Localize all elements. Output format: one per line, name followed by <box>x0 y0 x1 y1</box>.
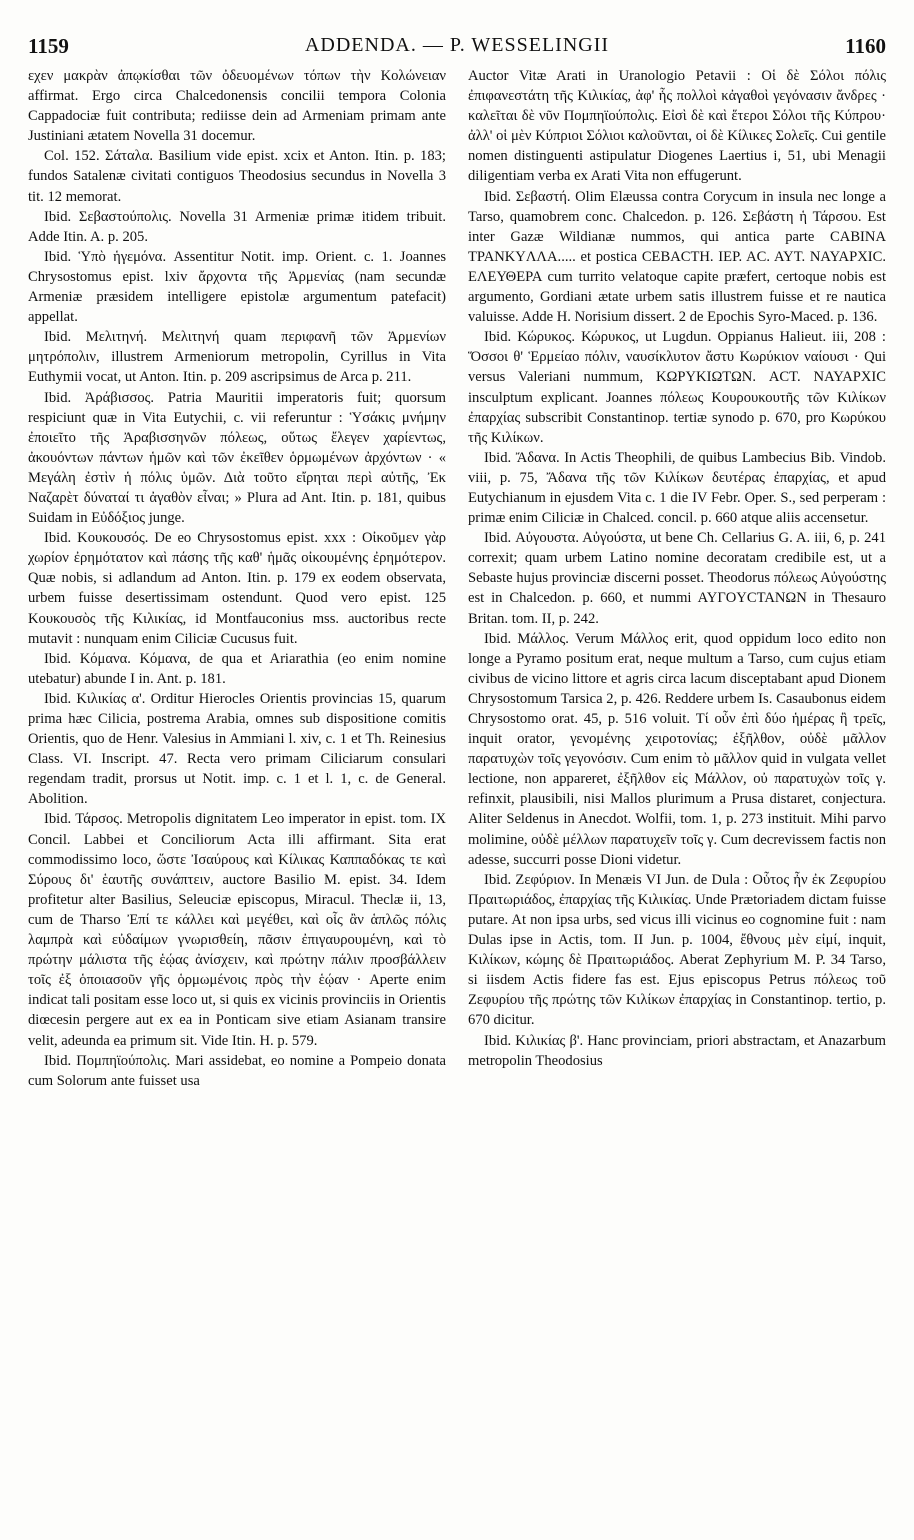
paragraph: Ibid. Μελιτηνή. Μελιτηνή quam περιφανῆ τῶν Ἀρμενίων μητρόπολιν, illustrem Armeniorum metropolin, Cyrillus in Vita Euthymii vocat, ut Anton. Itin. p. 209 ascripsimus de Arca p. 211. <box>28 329 446 386</box>
paragraph: Ibid. Ἄδανα. In Actis Theophili, de quibus Lambecius Bib. Vindob. viii, p. 75, Ἄδανα τῆς τῶν Κιλίκων δευτέρας ἐπαρχίας, et apud Eutychianum in ejusdem Vita c. 1 die IV Febr. Oper. S., sed perperam : primæ enim Ciliciæ in Chalced. concil. p. 660 atque aliis accensetur. <box>468 449 886 527</box>
paragraph: Ibid. Κιλικίας α'. Orditur Hierocles Orientis provincias 15, quarum prima hæc Cilicia, postrema Arabia, omnes sub dispositione comitis Orientis, quo de Henr. Valesius in Ammiani l. xiv, c. 1 et Th. Reinesius Class. VI. Inscript. 47. Recta vero primam Ciliciarum consulari regendam tradit, prorsus ut Notit. imp. c. 1 et l. 1, c. de General. Abolition. <box>28 690 446 808</box>
right-page-number: 1160 <box>845 34 886 58</box>
paragraph: Auctor Vitæ Arati in Uranologio Petavii : Οἱ δὲ Σόλοι πόλις ἐπιφανεστάτη τῆς Κιλικίας, ἀφ' ἧς πολλοὶ κἀγαθοὶ γεγόνασιν ἄνδρες · καλεῖται δὲ νῦν Πομπηϊούπολις. Εἰσὶ δὲ καὶ ἕτεροι Σόλοι τῆς Κύπρου· ἀλλ' οἱ μὲν Κύπριοι Σόλιοι καλοῦνται, οἱ δὲ Κίλικες Σολεῖς. Cui gentile nomen distinguenti astipulatur Diogenes Laertius i, 51, ubi Menagii diligentiam verba ex Arati Vita non effugerunt. <box>468 68 886 185</box>
paragraph: Ibid. Μάλλος. Verum Μάλλος erit, quod oppidum loco edito non longe a Pyramo positum erat, neque multum a Tarso, cum cujus etiam civibus de vicino littore et agris circa lacum disceptabant apud Dionem Chrysostomum Tarsica 2, p. 426. Reddere urbem Is. Casaubonus eidem Chrysostomo orat. 45, p. 516 voluit. Τί οὖν ἐπὶ δύο ἡμέρας ἢ τρεῖς, inquit orator, γενομένης χειροτονίας; ἐξῆλθον, οὐδὲ μᾶλλον παρατυχὼν τοῖς γεγονόσιν. Cum enim τὸ μᾶλλον quid in vulgata vellet lectione, non appareret, ἐξῆλθον εἰς Μάλλον, οὐ παρατυχὼν τοῖς γ. refinxit, plausibili, nisi Mallos plurimum a Prusa distaret, conjectura. Aliter Seldenus in Anecdot. Wolfii, tom. 1, p. 273 instituit. Mihi parvo molimine, οὐδὲ μέλλων παρατυχεῖν τοῖς γ. Cum decrevissem factis non adesse, succurri posse Dioni videtur. <box>468 630 886 868</box>
running-title: ADDENDA. — P. WESSELINGII <box>304 34 610 56</box>
left-page-number: 1159 <box>28 34 69 58</box>
paragraph: Ibid. Πομπηϊούπολις. Mari assidebat, eo nomine a Pompeio donata cum Solorum ante fuisset usa <box>28 1052 446 1089</box>
running-header <box>28 34 886 62</box>
paragraph: Ibid. Κόμανα. Κόμανα, de qua et Ariarathia (eo enim nomine utebatur) abunde I in. Ant. p. 181. <box>28 650 446 687</box>
paragraph: Ibid. Αὐγουστα. Αὐγούστα, ut bene Ch. Cellarius G. A. iii, 6, p. 241 correxit; quam urbem Latino nomine decoratam credibile est, ut a Sebaste hujus provinciæ discerni posset. Theodorus πόλεως Αὐγούστης est in Chalcedon. p. 660, et nummi AYΓOYCTANΩN in Thesauro Britan. tom. II, p. 242. <box>468 530 886 627</box>
paragraph: Col. 152. Σάταλα. Basilium vide epist. xcix et Anton. Itin. p. 183; fundos Satalenæ civitati contiguos Theodosius secundus in Novella 3 tit. 12 memorat. <box>28 148 446 205</box>
paragraph: Ibid. Ὑπὸ ἡγεμόνα. Assentitur Notit. imp. Orient. c. 1. Joannes Chrysostomus epist. lxiv ἄρχοντα τῆς Ἀρμενίας (nam secundæ Armeniæ præsidem intelligere epistolæ argumentum patefacit) appellat. <box>28 248 446 326</box>
paragraph: Ibid. Τάρσος. Metropolis dignitatem Leo imperator in epist. tom. IX Concil. Labbei et Conciliorum Acta illi affirmant. Sita erat commodissimo loco, ὥστε Ἰσαύρους καὶ Κίλικας Καππαδόκας τε καὶ Σύρους δι' ἑαυτῆς συνάπτειν, auctore Basilio M. epist. 34. Idem profitetur alter Basilius, Seleuciæ episcopus, Miracul. Theclæ ii, 13, cum de Tharso Ἐπί τε κάλλει καὶ μεγέθει, καὶ οἷς ἂν ἁπλῶς πόλις λαμπρὰ καὶ εὐδαίμων γνωρισθείη, πᾶσιν ἐπιγαυρουμένη, καὶ τὸ πρώτην μάλιστα τῆς ἑῴας ἀνίσχειν, καὶ πρώτην πάλιν προσβάλλειν τοῖς ἐξ ὁποιασοῦν γῆς ὁρμωμένοις πρὸς τὴν ἑῴαν · Aperte enim indicat tali positam esse loco ut, si quis ex vicinis provinciis in Orientis diœcesin pergere aut ex ea in Ponticam sive etiam Asianam transire velit, adeunda ea primum sit. Vide Itin. H. p. 579. <box>28 811 446 1049</box>
paragraph: Ibid. Σεβαστούπολις. Novella 31 Armeniæ primæ itidem tribuit. Adde Itin. A. p. 205. <box>28 208 446 245</box>
paragraph: Ibid. Κώρυκος. Κώρυκος, ut Lugdun. Oppianus Halieut. iii, 208 : Ὅσσοι θ' Ἑρμείαο πόλιν, ναυσίκλυτον ἄστυ Κωρύκιον ναίουσι · Qui versus Valeriani nummum, ΚΩΡΥΚΙΩΤΩΝ. ACT. NAYAPXIC insculptum explicant. Joannes πόλεως Κουρουκουτῆς τῶν Κιλίκων ἐπαρχίας subscribit Constantinop. tertiæ synodo p. 670, pro Κωρύκου τῆς Κιλίκων. <box>468 329 886 446</box>
left-column <box>28 66 446 1528</box>
paragraph: Ibid. Ζεφύριον. In Menæis VI Jun. de Dula : Οὗτος ἦν ἐκ Ζεφυρίου Πραιτωριάδος, ἐπαρχίας τῆς Κιλικίας. Unde Prætoriadem dictam fuisse putare. At non ipsa urbs, sed vicus illi vicinus eo cognomine fuit : nam Dulas ipse in Actis, tom. II Jun. p. 1004, ἔθνους μὲν εἰμί, inquit, Κιλίκων, κώμης δὲ Πραιτωριάδος. Aberat Zephyrium M. P. 34 Tarso, si iisdem Actis fidere fas est. Ejus episcopus Petrus πόλεως τοῦ Ζεφυρίου τῆς πρώτης τῶν Κιλίκων ἐπαρχίας in Constantinop. tertio, p. 670 dicitur. <box>468 871 886 1029</box>
paragraph: Ibid. Ἀράβισσος. Patria Mauritii imperatoris fuit; quorsum respiciunt quæ in Vita Eutychii, c. vii referuntur : Ὑσάκις μνήμην ἐποιεῖτο τῆς Ἀραβισσηνῶν πόλεως, οὕτως ἔλεγεν χαρίεντως, ἀκουόντων πάντων ἡμῶν καὶ τῶν ἐκεῖθεν ὁρμωμένων ἀρχόντων · « Μεγάλη ἐστὶν ἡ πόλις ὑμῶν. Διὰ τοῦτο εἴρηται περὶ αὐτῆς, Ἐκ Ναζαρὲτ δύναταί τι ἀγαθὸν εἶναι; » Plura ad Ant. Itin. p. 181, quibus Suidam in Εὐδόξιος junge. <box>28 389 446 527</box>
paragraph: εχεν μακρὰν ἀπῳκίσθαι τῶν ὀδευομένων τόπων τὴν Κολώνειαν affirmat. Ergo circa Chalcedonensis concilii tempora Colonia Cappadociæ fuit contributa; rediisse dein ad Armeniam primam ante Justiniani ætatem Novella 31 docemur. <box>28 68 446 145</box>
paragraph: Ibid. Κιλικίας β'. Hanc provinciam, priori abstractam, et Anazarbum metropolin Theodosius <box>468 1032 886 1069</box>
paragraph: Ibid. Κουκουσός. De eo Chrysostomus epist. xxx : Οἰκοῦμεν γὰρ χωρίον ἐρημότατον καὶ πάσης τῆς καθ' ἡμᾶς οἰκουμένης ἐρημότερον. Quæ nobis, si adlandum ad Anton. Itin. p. 179 ex eodem observata, urbem fuisse desertissimam ostendunt. Quod vero epist. 125 Κουκουσὸς τῆς Κιλικίας, id Montfauconius mss. auctoribus recte mutavit : nunquam enim Ciliciæ Cucusus fuit. <box>28 530 446 647</box>
paragraph: Ibid. Σεβαστή. Olim Elæussa contra Corycum in insula nec longe a Tarso, quamobrem conc. Chalcedon. p. 126. Σεβάστη ἡ Τάρσου. Est inter Gazæ Wildianæ nummos, qui antica parte CABINA TPANKYΛΛA..... et postica CEBACTH. IEP. AC. AYT. NAYAPXIC. ΕΛΕΥΘΕΡΑ cum turrito velatoque capite præfert, certoque nobis est argumento, Gordiani ætate urbem satis illustrem fuisse et re nautica valuisse. Adde H. Norisium dissert. 2 de Epochis Syro-Maced. p. 136. <box>468 188 886 326</box>
right-column <box>468 66 886 1528</box>
